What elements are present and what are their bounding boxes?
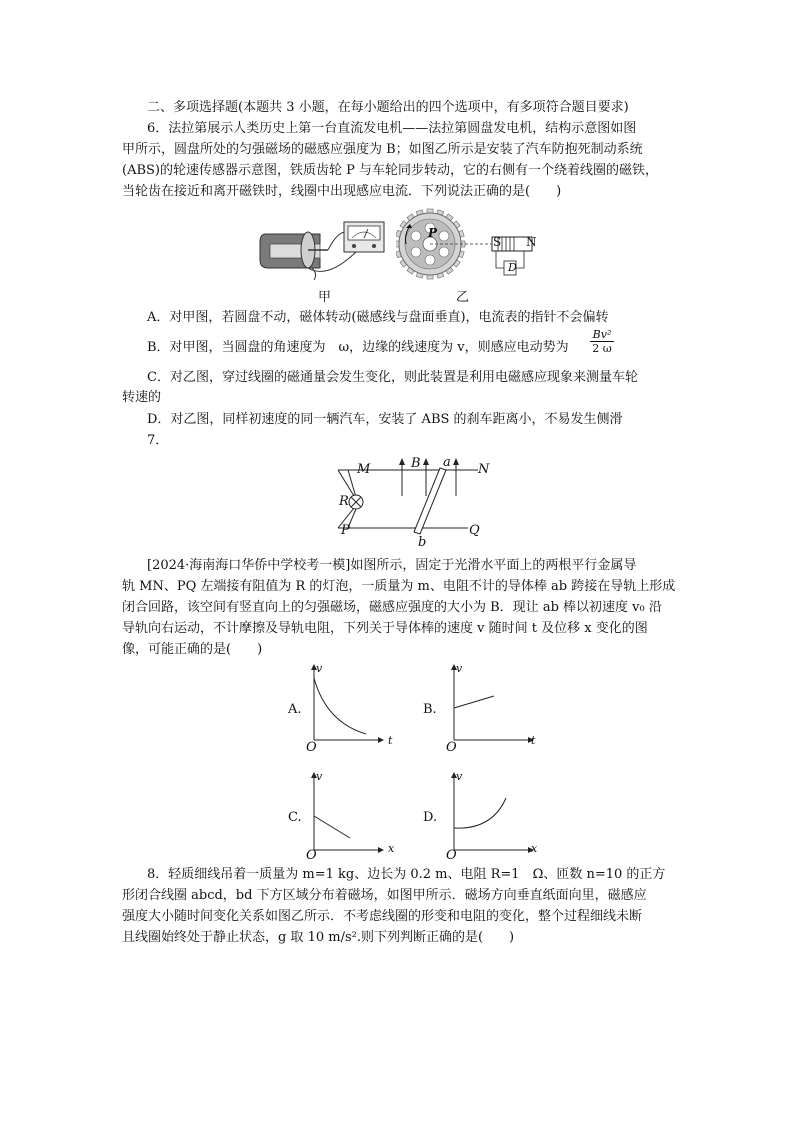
q7-line-4: 导轨向右运动，不计摩擦及导轨电阻，下列关于导体棒的速度 v 随时间 t 及位移 x 变化的图 [122, 621, 648, 636]
figure-label-jia: 甲 [318, 290, 332, 305]
label-a: a [443, 455, 451, 470]
q6-option-c-line2: 转速的 [122, 390, 162, 405]
q6-line-3: (ABS)的轮速传感器示意图，铁质齿轮 P 与车轮同步转动，它的右侧有一个绕着线圈的磁铁， [122, 163, 659, 178]
graph-b-origin: O [446, 740, 457, 755]
graph-d-xlabel: x [531, 842, 538, 855]
magnet-n-label: N [526, 235, 537, 249]
q6-option-a: A．对甲图，若圆盘不动，磁体转动(磁感线与盘面垂直)，电流表的指针不会偏转 [147, 310, 609, 325]
q7-line-3: 闭合回路，该空间有竖直向上的匀强磁场，磁感应强度的大小为 B．现让 ab 棒以初速度 v₀ 沿 [122, 600, 662, 615]
q7-number: 7． [147, 433, 169, 448]
section-heading: 二、多项选择题(本题共 3 小题，在每小题给出的四个选项中，有多项符合题目要求) [147, 100, 629, 115]
label-B: B [411, 456, 421, 471]
label-R: R [339, 494, 349, 509]
graph-d-option: D. [423, 810, 438, 825]
graph-a [306, 662, 386, 754]
graph-d-ylabel: v [456, 770, 463, 783]
q6-option-b [147, 340, 569, 356]
graph-d [446, 770, 536, 862]
q7-line-1: [2024·海南海口华侨中学校考一模]如图所示，固定于光滑水平面上的两根平行金属导 [147, 558, 637, 573]
figure-faraday-disc [258, 210, 388, 282]
q8-line-2: 形闭合线圈 abcd，bd 下方区域分布着磁场，如图甲所示．磁场方向垂直纸面向里，磁感应 [122, 888, 647, 903]
q6-option-b-fraction [590, 328, 614, 355]
graph-c [306, 770, 386, 862]
figure-abs-sensor [396, 206, 536, 286]
label-b: b [418, 535, 427, 550]
q6-option-c-line1: C．对乙图，穿过线圈的磁通量会发生变化，则此装置是利用电磁感应现象来测量车轮 [147, 370, 638, 385]
graph-c-ylabel: v [316, 770, 323, 783]
label-M: M [357, 462, 371, 477]
graph-a-option: A. [288, 702, 302, 717]
q6-option-d: D．对乙图，同样初速度的同一辆汽车，安装了 ABS 的刹车距离小，不易发生侧滑 [147, 412, 623, 427]
label-N: N [478, 462, 490, 477]
graph-a-ylabel: v [316, 662, 323, 675]
fraction-denominator: 2 ω [592, 342, 612, 355]
graph-b-option: B. [423, 702, 437, 717]
figure-label-yi: 乙 [456, 290, 470, 305]
q7-line-2: 轨 MN、PQ 左端接有阻值为 R 的灯泡，一质量为 m、电阻不计的导体棒 ab 跨接在导轨上形成 [122, 579, 676, 594]
graph-a-origin: O [306, 740, 317, 755]
magnet-s-label: S [493, 235, 502, 249]
graph-a-xlabel: t [388, 734, 393, 747]
q8-line-1: 8．轻质细线吊着一质量为 m=1 kg、边长为 0.2 m、电阻 R=1 Ω、匝数 n=10 的正方 [147, 867, 666, 882]
q8-line-4: 且线圈始终处于静止状态，g 取 10 m/s².则下列判断正确的是( ) [122, 930, 515, 945]
graph-b [446, 662, 536, 754]
q6-line-4: 当轮齿在接近和离开磁铁时，线圈中出现感应电流．下列说法正确的是( ) [122, 184, 562, 199]
q6-option-b-text: B．对甲图，当圆盘的角速度为 ω，边缘的线速度为 v，则感应电动势为 [147, 340, 569, 355]
label-P: P [341, 523, 350, 538]
graph-b-ylabel: v [456, 662, 463, 675]
fraction-numerator: Bv² [590, 328, 614, 342]
label-Q: Q [469, 523, 480, 538]
q6-line-2: 甲所示，圆盘所处的匀强磁场的磁感应强度为 B；如图乙所示是安装了汽车防抱死制动系统 [122, 142, 643, 157]
graph-b-xlabel: t [531, 734, 536, 747]
graph-c-origin: O [306, 848, 317, 863]
graph-c-xlabel: x [388, 842, 395, 855]
q8-line-3: 强度大小随时间变化关系如图乙所示．不考虑线圈的形变和电阻的变化，整个过程细线未断 [122, 909, 643, 924]
q7-line-5: 像，可能正确的是( ) [122, 642, 263, 657]
gear-label: P [428, 226, 438, 240]
graph-d-origin: O [446, 848, 457, 863]
graph-c-option: C. [288, 810, 302, 825]
q6-line-1: 6．法拉第展示人类历史上第一台直流发电机——法拉第圆盘发电机，结构示意图如图 [147, 121, 637, 136]
detector-label: D [508, 261, 517, 274]
